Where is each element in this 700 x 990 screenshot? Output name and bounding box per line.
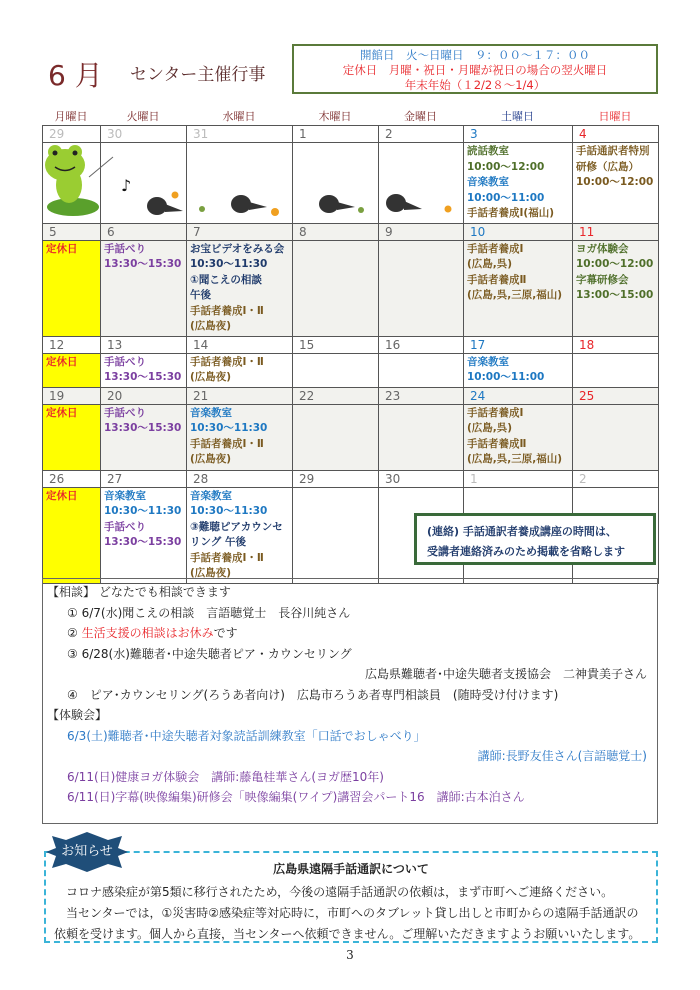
- date-number: 28: [187, 470, 293, 487]
- date-number: 14: [187, 336, 293, 353]
- event-line: お宝ビデオをみる会: [190, 242, 285, 255]
- day-cell: [43, 404, 101, 470]
- weekday-label: 土曜日: [501, 110, 534, 123]
- week-date-row: [43, 223, 659, 240]
- item-number: ②: [67, 626, 82, 640]
- event-line: 10:00～12:00: [467, 160, 545, 173]
- consult-item-2-red: 生活支援の相談はお休み: [81, 626, 214, 640]
- day-cell: [573, 240, 659, 336]
- event-line: (広島,呉): [467, 258, 513, 270]
- event-line: 10:30～11:30: [190, 422, 268, 434]
- day-cell: [379, 404, 464, 470]
- date-number: 3: [464, 126, 573, 143]
- week-date-row: [43, 387, 659, 404]
- weekday-label: 月曜日: [54, 110, 88, 123]
- event-line: (広島夜): [190, 320, 232, 332]
- day-cell: [573, 143, 659, 224]
- date-number: 13: [101, 336, 187, 353]
- frog-icon: [45, 145, 113, 216]
- day-cell: [101, 487, 187, 583]
- day-cell: [187, 404, 293, 470]
- consult-item-2: [47, 623, 653, 644]
- event-line: 読話教室: [467, 145, 509, 157]
- day-cell: [293, 487, 379, 583]
- event-line: 午後: [190, 289, 211, 301]
- event-line: 10:00～11:00: [467, 371, 545, 383]
- consult-item-3-by: 広島県難聴者･中途失聴者支援協会 二神貴美子さん: [364, 667, 647, 681]
- day-cell: [573, 353, 659, 387]
- closed-label: 定休日: [46, 406, 78, 419]
- event-line: 10:00～11:00: [467, 191, 545, 204]
- event-line: (広島,呉,三原,福山): [467, 453, 563, 465]
- event-line: ヨガ体験会: [576, 242, 629, 255]
- tadpole-icons: [147, 194, 422, 215]
- event-line: 手話べり: [104, 242, 146, 255]
- page-number: 3: [346, 948, 354, 962]
- date-number: 1: [293, 126, 379, 143]
- closed-label: 定休日: [46, 355, 78, 368]
- date-number: 29: [43, 126, 101, 143]
- day-cell: [101, 404, 187, 470]
- date-number: 30: [101, 126, 187, 143]
- weekday-label: 金曜日: [404, 110, 437, 123]
- day-cell: [464, 240, 573, 336]
- event-line: 手話者養成Ⅰ: [467, 406, 524, 419]
- date-number: 6: [101, 223, 187, 240]
- month-title: 6 月: [48, 59, 103, 92]
- event-line: (広島夜): [190, 567, 232, 579]
- date-number: 9: [379, 223, 464, 240]
- note-line-1: (連絡) 手話通訳者養成講座の時間は、: [427, 525, 617, 538]
- date-number: 1: [464, 470, 573, 487]
- date-number: 21: [187, 387, 293, 404]
- event-line: 音楽教室: [467, 176, 509, 188]
- consult-item-4: ④ ピア･カウンセリング(ろうあ者向け) 広島市ろうあ者専門相談員 (随時受け付けます): [67, 687, 559, 702]
- date-number: 24: [464, 387, 573, 404]
- date-number: 15: [293, 336, 379, 353]
- consult-item-1: ① 6/7(水)聞こえの相談 言語聴覚士 長谷川純さん: [67, 605, 351, 620]
- experience-item-1-by: 講師:長野友佳さん(言語聴覚士): [477, 749, 647, 763]
- event-line: (広島,呉,三原,福山): [467, 289, 563, 301]
- event-line: 10:00～12:00: [576, 176, 654, 188]
- notice-badge: [46, 832, 128, 872]
- consult-heading: 【相談】 どなたでも相談できます: [47, 585, 231, 599]
- year-end-closure: 年末年始（１2/2８～1/4）: [404, 78, 546, 92]
- day-cell: [43, 240, 101, 336]
- day-cell: [464, 353, 573, 387]
- event-line: 13:30～15:30: [104, 536, 182, 548]
- date-number: 4: [573, 126, 659, 143]
- event-line: 10:30～11:30: [104, 505, 182, 517]
- day-cell: [187, 353, 293, 387]
- opening-hours-box: [292, 44, 658, 94]
- date-number: 19: [43, 387, 101, 404]
- event-line: 音楽教室: [190, 406, 232, 419]
- event-line: 10:30～11:30: [190, 505, 268, 517]
- day-cell: [464, 404, 573, 470]
- day-cell: [43, 353, 101, 387]
- notice-paragraph-2: 当センターでは，①災害時②感染症等対応時に，市町へのタブレット貸し出しと市町からの遠隔手話通訳の依頼を受けます。個人から直接，当センターへ依頼できません。ご理解いただきますようお願いいたします。: [54, 906, 641, 941]
- day-cell: [187, 487, 293, 583]
- date-number: 16: [379, 336, 464, 353]
- event-line: 音楽教室: [104, 489, 146, 502]
- date-number: 23: [379, 387, 464, 404]
- date-number: 29: [293, 470, 379, 487]
- date-number: 11: [573, 223, 659, 240]
- event-line: 手話者養成Ⅰ・Ⅱ: [190, 355, 264, 368]
- closed-label: 定休日: [46, 489, 78, 502]
- event-line: 字幕研修会: [576, 273, 629, 286]
- frog-tadpole-illustration: [43, 141, 461, 219]
- date-number: 2: [379, 126, 464, 143]
- event-line: (広島夜): [190, 453, 232, 465]
- event-line: 手話者養成Ⅰ・Ⅱ: [190, 304, 264, 317]
- notice-box: [44, 851, 658, 943]
- notice-badge-label: お知らせ: [61, 844, 113, 859]
- contact-note: [414, 513, 656, 565]
- day-cell: [43, 487, 101, 583]
- week-events-row: [43, 353, 659, 387]
- date-number: 27: [101, 470, 187, 487]
- event-line: 手話べり: [104, 406, 146, 419]
- event-line: ③難聴ピアカウンセリング 午後: [190, 520, 283, 548]
- experience-item-1: 6/3(土)難聴者･中途失聴者対象読話訓練教室「口話でおしゃべり」: [67, 728, 426, 743]
- weekday-label: 火曜日: [126, 110, 160, 123]
- date-number: 26: [43, 470, 101, 487]
- day-cell: [464, 143, 573, 224]
- week-events-row: [43, 240, 659, 336]
- event-line: 手話べり: [104, 520, 146, 533]
- date-number: 7: [187, 223, 293, 240]
- weekday-label: 木曜日: [318, 110, 352, 123]
- event-line: 13:30～15:30: [104, 422, 182, 434]
- event-line: (広島,呉): [467, 422, 513, 434]
- event-line: 手話者養成Ⅰ: [467, 242, 524, 255]
- day-cell: [573, 404, 659, 470]
- date-number: 10: [464, 223, 573, 240]
- event-line: 手話者養成Ⅰ・Ⅱ: [190, 437, 264, 450]
- date-number: 31: [187, 126, 293, 143]
- event-line: 手話通訳者特別研修（広島）: [576, 145, 650, 173]
- weekday-label: 日曜日: [598, 110, 632, 123]
- event-line: 13:00～15:00: [576, 289, 654, 301]
- event-line: 13:30～15:30: [104, 258, 182, 270]
- date-number: 25: [573, 387, 659, 404]
- event-line: 音楽教室: [467, 355, 509, 368]
- day-cell: [293, 353, 379, 387]
- day-cell: [379, 240, 464, 336]
- event-line: 手話者養成Ⅰ・Ⅱ: [190, 551, 264, 564]
- date-number: 17: [464, 336, 573, 353]
- consult-item-3: ③ 6/28(水)難聴者･中途失聴者ピア・カウンセリング: [67, 646, 352, 661]
- note-line-2: 受講者連絡済みのため掲載を省略します: [427, 545, 625, 558]
- notice-title: 広島県遠隔手話通訳について: [273, 862, 429, 876]
- day-cell: [379, 353, 464, 387]
- notice-paragraph-1: コロナ感染症が第5類に移行されたため，今後の遠隔手話通訳の依頼は，まず市町へご連絡ください。: [54, 885, 614, 899]
- consultation-section: [42, 578, 658, 824]
- day-cell: [293, 404, 379, 470]
- event-line: 10:00～12:00: [576, 258, 654, 270]
- date-number: 5: [43, 223, 101, 240]
- date-number: 8: [293, 223, 379, 240]
- week-date-row: [43, 470, 659, 487]
- event-line: ①聞こえの相談: [190, 273, 262, 286]
- closed-label: 定休日: [46, 242, 78, 255]
- open-days: 開館日 火～日曜日 ９：００～１７：００: [360, 48, 590, 62]
- weekday-label: 水曜日: [222, 110, 256, 123]
- event-line: 音楽教室: [190, 489, 232, 502]
- experience-item-3: 6/11(日)字幕(映像編集)研修会「映像編集(ワイプ)講習会パート16 講師:古本泊さん: [67, 790, 525, 804]
- event-line: 手話者養成Ⅱ: [467, 437, 527, 450]
- music-note-icon: ♪: [121, 176, 132, 195]
- event-line: 手話者養成Ⅱ: [467, 273, 527, 286]
- day-cell: [101, 353, 187, 387]
- date-number: 18: [573, 336, 659, 353]
- event-line: 手話べり: [104, 355, 146, 368]
- day-cell: [101, 240, 187, 336]
- page-subtitle: センター主催行事: [130, 65, 266, 85]
- day-cell: [293, 240, 379, 336]
- event-line: (広島夜): [190, 371, 232, 383]
- week-date-row: [43, 336, 659, 353]
- experience-item-2: 6/11(日)健康ヨガ体験会 講師:藤亀桂華さん(ヨガ歴10年): [67, 769, 384, 784]
- event-line: 13:30～15:30: [104, 371, 182, 383]
- experience-heading: 【体験会】: [47, 708, 108, 722]
- day-cell: [187, 240, 293, 336]
- consult-item-2-end: です: [213, 626, 238, 640]
- date-number: 20: [101, 387, 187, 404]
- closed-days: 定休日 月曜・祝日・月曜が祝日の場合の翌火曜日: [342, 63, 608, 77]
- date-number: 22: [293, 387, 379, 404]
- date-number: 2: [573, 470, 659, 487]
- week-date-row: [43, 126, 659, 143]
- date-number: 12: [43, 336, 101, 353]
- week-events-row: [43, 404, 659, 470]
- event-line: 手話者養成Ⅰ(福山): [467, 207, 555, 219]
- date-number: 30: [379, 470, 464, 487]
- event-line: 10:30～11:30: [190, 258, 268, 270]
